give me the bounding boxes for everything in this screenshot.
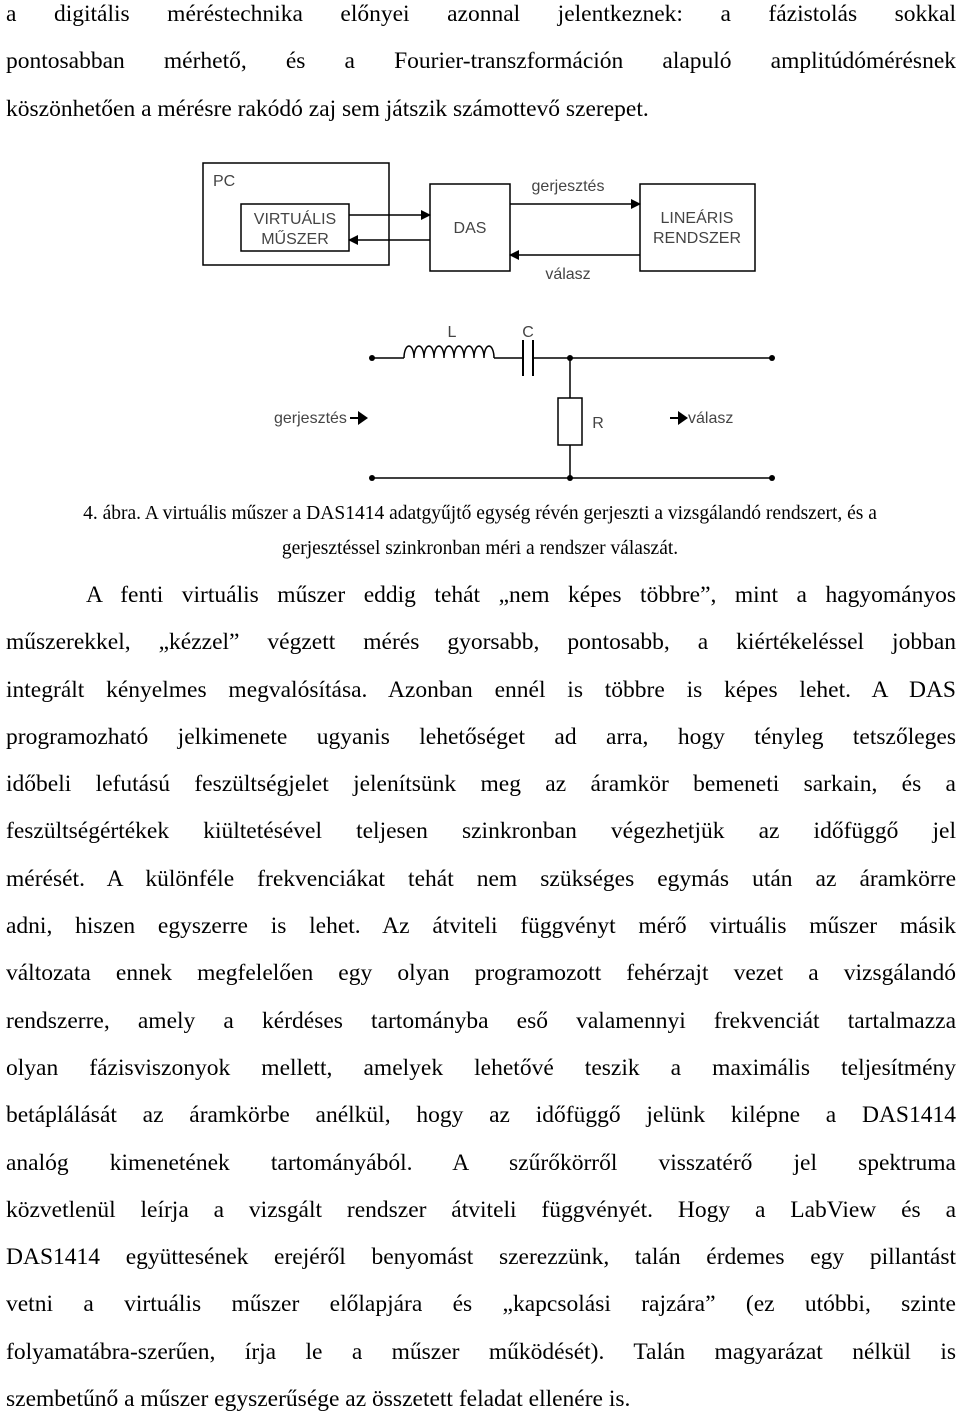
linear-system-box [640, 184, 755, 271]
body-line: DAS1414 együttesének erejéről benyomást szerezzünk, talán érdemes egy pillantást [6, 1244, 956, 1271]
intro-line: pontosabban mérhető, és a Fourier-transzformáción alapuló amplitúdómérésnek [6, 48, 956, 75]
body-line: integrált kényelmes megvalósítása. Azonban ennél is többre is képes lehet. A DAS [6, 676, 956, 703]
output-terminal [769, 355, 775, 361]
response-label: válasz [545, 266, 591, 283]
circuit-diagram [274, 324, 775, 481]
body-line: mérését. A különféle frekvenciákat tehát nem szükséges egymás után az áramkörre [6, 865, 956, 892]
body-line: adni, hiszen egyszerre is lehet. Az átviteli függvényt mérő virtuális műszer másik [6, 913, 956, 940]
figure-caption-line-2: gerjesztéssel szinkronban méri a rendszer válaszát. [281, 538, 679, 559]
body-line: időbeli lefutású feszültségjelet jelenítsünk meg az áramkör bemeneti sarkain, és a [6, 771, 956, 798]
body-line: betáplálását az áramkörbe anélkül, hogy az időfüggő jelünk kilépne a DAS1414 [6, 1102, 956, 1129]
inductor-coil [404, 346, 494, 358]
body-line: feszültségértékek kiültetésével teljesen szinkronban végezhetjük az időfüggő jel [6, 818, 956, 845]
intro-line: köszönhetően a mérésre rakódó zaj sem játszik számottevő szerepet. [6, 95, 649, 122]
body-paragraph [6, 572, 956, 1423]
das-label: DAS [453, 220, 487, 237]
body-line: rendszerre, amely a kérdéses tartományba eső valamennyi frekvenciát tartalmazza [6, 1007, 956, 1034]
body-line: vetni a virtuális műszer előlapjára és „kapcsolási rajzára” (ez utóbbi, szinte [6, 1291, 956, 1318]
figure-caption-line-1: 4. ábra. A virtuális műszer a DAS1414 adatgyűjtő egység révén gerjeszti a vizsgálandó rendszert, és a [83, 503, 877, 524]
body-line: A fenti virtuális műszer eddig tehát „nem képes többre”, mint a hagyományos [86, 582, 956, 608]
inductor-label: L [447, 324, 457, 341]
body-line: műszerekkel, „kézzel” végzett mérés gyorsabb, pontosabb, a kiértékeléssel jobban [6, 629, 956, 656]
resistor [558, 398, 582, 445]
circuit-excitation-label: gerjesztés [274, 410, 347, 427]
block-diagram [203, 163, 755, 283]
virtual-instrument-label-1: VIRTUÁLIS [253, 211, 337, 228]
capacitor-label: C [522, 324, 534, 341]
ground-terminal-right [769, 475, 775, 481]
linear-system-label-2: RENDSZER [652, 230, 742, 247]
body-line: szembetűnő a műszer egyszerűsége az összetett feladat ellenére is. [6, 1386, 631, 1413]
body-line: olyan fázisviszonyok mellett, amelyek lehetővé teszik a maximális teljesítmény [6, 1054, 956, 1081]
body-line: analóg kimenetének tartományából. A szűrőkörről visszatérő jel spektruma [6, 1149, 956, 1176]
body-line: folyamatábra-szerűen, írja le a műszer működését). Talán magyarázat nélkül is [6, 1338, 956, 1365]
body-line: programozható jelkimenete ugyanis lehetőséget ad arra, hogy tényleg tetszőleges [6, 723, 956, 750]
circuit-response-label: válasz [688, 410, 734, 427]
virtual-instrument-label-2: MŰSZER [261, 231, 329, 248]
figure-4 [0, 0, 960, 500]
junction-node [567, 475, 573, 481]
intro-line: a digitális méréstechnika előnyei azonnal jelentkeznek: a fázistolás sokkal [6, 1, 956, 27]
response-arrow-icon [670, 411, 688, 425]
body-line: közvetlenül leírja a vizsgált rendszer átviteli függvényét. Hogy a LabView és a [6, 1196, 956, 1223]
excitation-label: gerjesztés [531, 178, 605, 195]
body-line: változata ennek megfelelően egy olyan programozott fehérzajt vezet a vizsgálandó [6, 960, 956, 987]
resistor-label: R [592, 415, 604, 432]
pc-label: PC [213, 173, 236, 190]
linear-system-label-1: LINEÁRIS [660, 210, 734, 227]
excitation-arrow-icon [350, 411, 368, 425]
